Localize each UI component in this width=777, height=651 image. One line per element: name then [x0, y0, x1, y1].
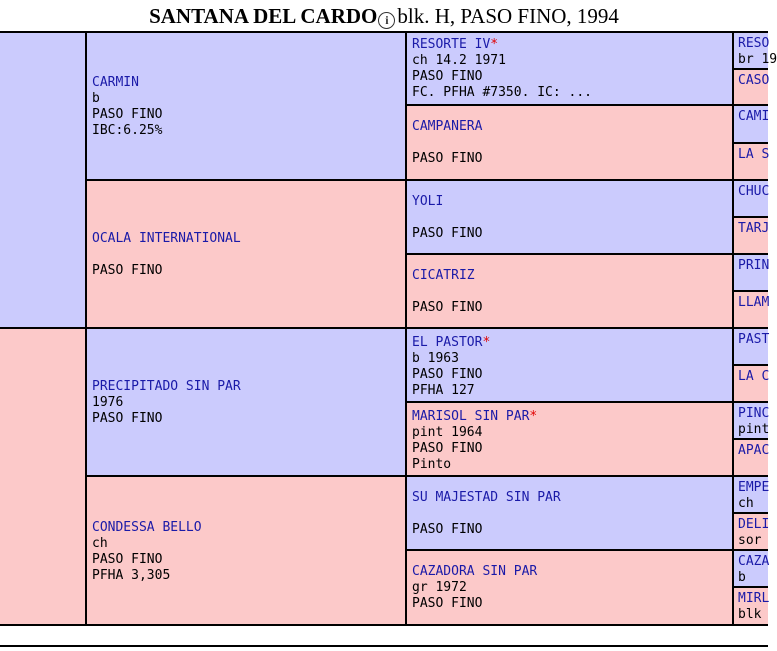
- horse-registry: PFHA 3,305: [92, 568, 171, 583]
- horse-breed: PASO FINO: [412, 441, 483, 456]
- horse-breed: PASO FINO: [92, 411, 163, 426]
- pedigree-cell-gen4: [734, 181, 768, 218]
- horse-link-su-majestad[interactable]: SU MAJESTAD SIN PAR: [412, 490, 561, 505]
- horse-breed: PASO FINO: [92, 263, 163, 278]
- pedigree-cell-gen4: [734, 551, 768, 588]
- sire-cell[interactable]: [0, 33, 87, 329]
- horse-link-yoli[interactable]: YOLI: [412, 194, 444, 209]
- pedigree-cell-yoli: [407, 181, 734, 255]
- horse-link-gen4[interactable]: DELI: [738, 517, 770, 532]
- horse-details: pint 1964: [412, 425, 483, 440]
- pedigree-cell-marisol: [407, 403, 734, 477]
- info-icon[interactable]: i: [378, 12, 395, 29]
- star-icon: *: [490, 37, 499, 52]
- pedigree-cell-condessa: [87, 477, 407, 624]
- horse-details: b: [738, 570, 746, 585]
- horse-breed: PASO FINO: [412, 596, 483, 611]
- pedigree-cell-gen4: [734, 588, 768, 624]
- star-icon: *: [482, 335, 491, 350]
- footer-rule: [0, 645, 768, 647]
- star-icon: *: [529, 409, 538, 424]
- horse-link-resorte[interactable]: RESORTE IV: [412, 37, 491, 52]
- horse-registry: IBC:6.25%: [92, 123, 163, 138]
- horse-details: blk. H, PASO FINO, 1994: [397, 4, 619, 28]
- pedigree-cell-el-pastor: [407, 329, 734, 403]
- horse-registry: PFHA 127: [412, 383, 475, 398]
- horse-link-ocala[interactable]: OCALA INTERNATIONAL: [92, 231, 241, 246]
- horse-link-gen4[interactable]: PAST: [738, 332, 770, 347]
- pedigree-cell-resorte: [407, 33, 734, 106]
- pedigree-cell-gen4: [734, 255, 768, 292]
- horse-link-gen4[interactable]: CAZA: [738, 554, 770, 569]
- horse-breed: PASO FINO: [412, 367, 483, 382]
- horse-breed: PASO FINO: [412, 151, 483, 166]
- horse-year: 1976: [92, 395, 124, 410]
- horse-color: Pinto: [412, 457, 452, 472]
- horse-link-marisol[interactable]: MARISOL SIN PAR: [412, 409, 530, 424]
- pedigree-cell-ocala: [87, 181, 407, 329]
- horse-breed: PASO FINO: [412, 69, 483, 84]
- horse-details: gr 1972: [412, 580, 467, 595]
- horse-details: sor: [738, 533, 762, 548]
- pedigree-cell-precipitado: [87, 329, 407, 477]
- horse-details: ch 14.2 1971: [412, 53, 506, 68]
- horse-link-gen4[interactable]: LA S: [738, 147, 770, 162]
- horse-breed: PASO FINO: [412, 226, 483, 241]
- pedigree-cell-carmin: [87, 33, 407, 181]
- horse-details: br 19: [738, 52, 777, 67]
- pedigree-cell-gen4: [734, 477, 768, 514]
- pedigree-cell-gen4: [734, 33, 777, 70]
- page-title: [0, 4, 768, 29]
- horse-registry: FC. PFHA #7350. IC: ...: [412, 85, 593, 100]
- horse-link-gen4[interactable]: MIRL: [738, 591, 770, 606]
- horse-link-precipitado[interactable]: PRECIPITADO SIN PAR: [92, 379, 241, 394]
- pedigree-cell-gen4: [734, 218, 768, 255]
- horse-link-gen4[interactable]: CHUC: [738, 184, 770, 199]
- pedigree-cell-campanera: [407, 106, 734, 181]
- horse-details: ch: [738, 496, 754, 511]
- horse-color: ch: [92, 536, 108, 551]
- pedigree-cell-gen4: [734, 106, 768, 144]
- horse-link-gen4[interactable]: RESO: [738, 36, 770, 51]
- horse-name: SANTANA DEL CARDO: [149, 4, 378, 28]
- pedigree-cell-cicatriz: [407, 255, 734, 329]
- pedigree-cell-gen4: [734, 144, 768, 181]
- pedigree-cell-gen4: [734, 514, 768, 551]
- horse-link-cicatriz[interactable]: CICATRIZ: [412, 268, 475, 283]
- horse-breed: PASO FINO: [412, 522, 483, 537]
- table-bottom-border: [0, 624, 768, 626]
- horse-link-gen4[interactable]: LLAM: [738, 295, 770, 310]
- pedigree-cell-su-majestad: [407, 477, 734, 551]
- horse-breed: PASO FINO: [412, 300, 483, 315]
- horse-link-campanera[interactable]: CAMPANERA: [412, 119, 483, 134]
- horse-breed: PASO FINO: [92, 552, 163, 567]
- horse-details: b 1963: [412, 351, 459, 366]
- pedigree-cell-gen4: [734, 70, 768, 106]
- horse-link-cazadora[interactable]: CAZADORA SIN PAR: [412, 564, 538, 579]
- pedigree-cell-gen4: [734, 403, 768, 440]
- horse-link-condessa[interactable]: CONDESSA BELLO: [92, 520, 202, 535]
- pedigree-cell-gen4: [734, 440, 768, 477]
- pedigree-cell-gen4: [734, 292, 768, 329]
- horse-details: pint: [738, 422, 770, 437]
- pedigree-cell-gen4: [734, 366, 768, 403]
- horse-link-gen4[interactable]: PINC: [738, 406, 770, 421]
- horse-link-el-pastor[interactable]: EL PASTOR: [412, 335, 483, 350]
- horse-link-gen4[interactable]: EMPE: [738, 480, 770, 495]
- horse-link-gen4[interactable]: LA C: [738, 369, 770, 384]
- horse-link-gen4[interactable]: PRIN: [738, 258, 770, 273]
- dam-cell[interactable]: [0, 329, 87, 624]
- horse-link-gen4[interactable]: CAMI: [738, 109, 770, 124]
- horse-link-gen4[interactable]: TARJ: [738, 221, 770, 236]
- horse-details: blk: [738, 607, 762, 622]
- horse-color: b: [92, 91, 100, 106]
- horse-link-gen4[interactable]: CASO: [738, 73, 770, 88]
- horse-link-carmin[interactable]: CARMIN: [92, 75, 139, 90]
- horse-breed: PASO FINO: [92, 107, 163, 122]
- pedigree-cell-gen4: [734, 329, 768, 366]
- pedigree-cell-cazadora: [407, 551, 734, 624]
- horse-link-gen4[interactable]: APAC: [738, 443, 770, 458]
